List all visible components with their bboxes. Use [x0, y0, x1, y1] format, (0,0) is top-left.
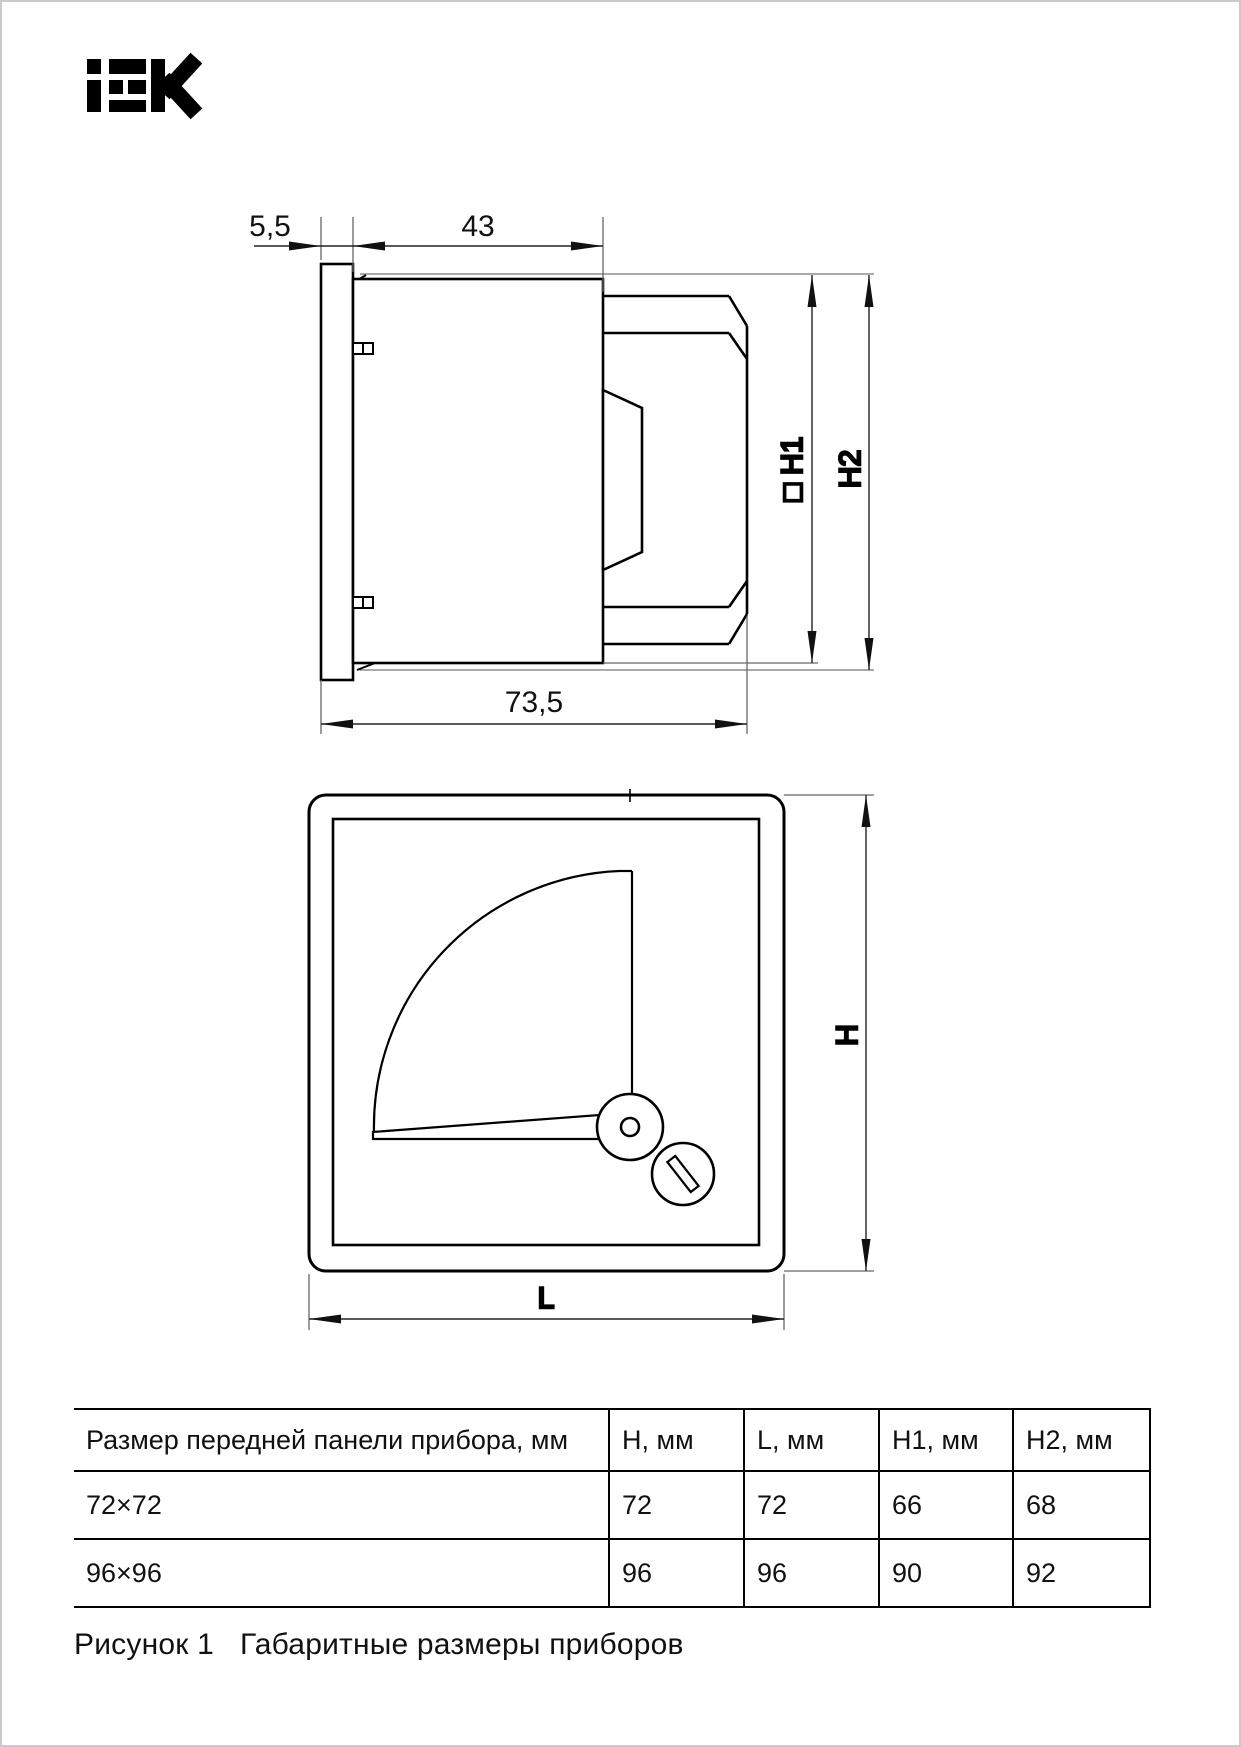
logo-e-bottom-bar [109, 100, 146, 112]
logo-e-mid-right [128, 80, 146, 94]
col-header-h: H, мм [609, 1409, 744, 1471]
col-header-l: L, мм [744, 1409, 879, 1471]
table-body [74, 1471, 1150, 1607]
dim-label-43: 43 [461, 210, 495, 243]
side-view [249, 210, 874, 734]
mounting-clip-upper [353, 343, 373, 354]
table-cell: 66 [879, 1471, 1013, 1539]
figure-caption-text: Габаритные размеры приборов [239, 1628, 684, 1661]
front-view [309, 789, 874, 1330]
rear-cover [603, 296, 747, 644]
side-flange [321, 264, 353, 680]
logo-i-dot [87, 59, 101, 74]
dim-label-5-5: 5,5 [249, 210, 291, 243]
side-body [353, 279, 603, 663]
table-cell: 96 [609, 1539, 744, 1607]
table-cell: 96 [744, 1539, 879, 1607]
table-cell: 68 [1013, 1471, 1150, 1539]
cover-bottom-inner-chamfer [729, 581, 747, 607]
iek-logo [87, 59, 191, 112]
zero-adjust-screw [652, 1143, 714, 1205]
table-cell: 96×96 [86, 1557, 162, 1588]
table-cell: 92 [1013, 1539, 1150, 1607]
dim-label-73-5: 73,5 [504, 686, 564, 719]
figure-caption-label: Рисунок 1 [74, 1628, 214, 1661]
col-header-h1: H1, мм [879, 1409, 1013, 1471]
cover-bottom-chamfer [729, 614, 747, 644]
table-cell: 90 [879, 1539, 1013, 1607]
table-cell: 72 [609, 1471, 744, 1539]
logo-i-stem [87, 80, 101, 112]
table-cell: 72×72 [86, 1489, 162, 1520]
cover-top-chamfer [729, 296, 747, 326]
table-row [74, 1471, 1150, 1539]
cover-top-inner-chamfer [729, 333, 747, 359]
logo-k-lower-arm [169, 84, 191, 108]
figure-caption [74, 1628, 684, 1662]
logo-e-mid-left [109, 80, 123, 94]
mounting-clip-lower [353, 597, 373, 608]
table-cell: 72 [744, 1471, 879, 1539]
dim-label-h1: □ H1 [776, 436, 809, 502]
logo-e-top-bar [109, 59, 146, 74]
col-header-panel-size: Размер передней панели прибора, мм [86, 1424, 569, 1455]
pivot-hole [621, 1118, 639, 1136]
dim-label-l: L [537, 1282, 555, 1315]
dim-label-h: H [831, 1024, 864, 1046]
table-row [74, 1539, 1150, 1607]
table-header-row [74, 1409, 1150, 1471]
dimensions-table [74, 1408, 1151, 1608]
dim-label-h2: H2 [834, 449, 867, 489]
terminal-block [603, 390, 642, 570]
col-header-h2: H2, мм [1013, 1409, 1150, 1471]
